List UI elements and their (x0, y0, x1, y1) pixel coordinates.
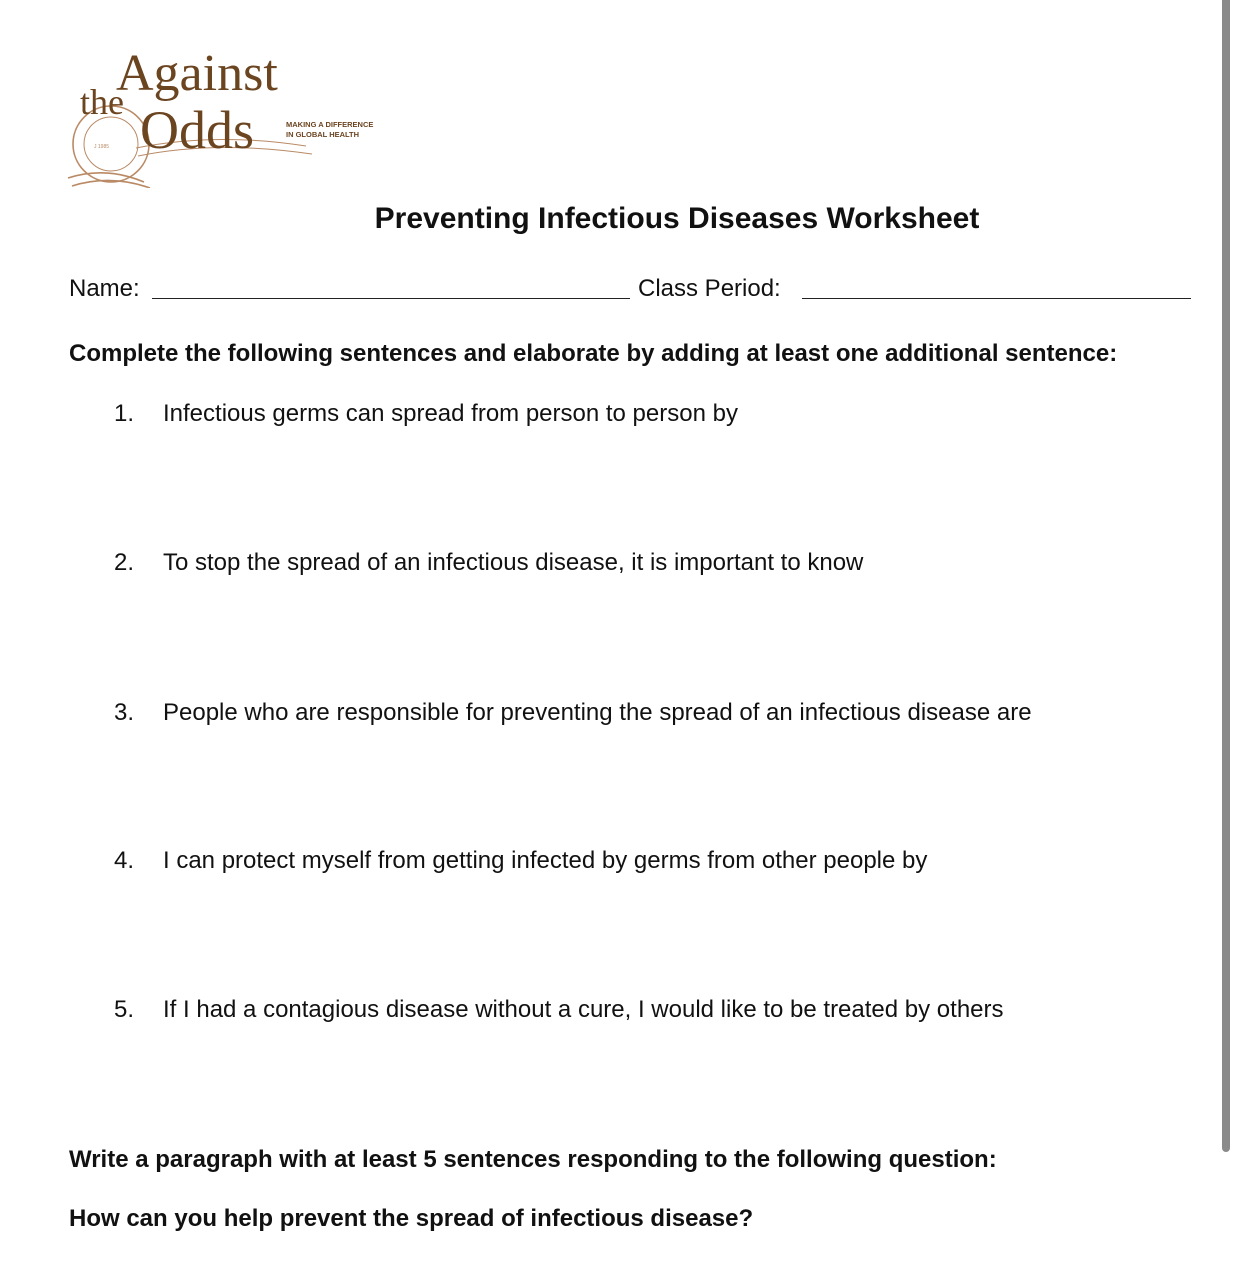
logo-tagline-2: IN GLOBAL HEALTH (286, 130, 360, 139)
name-label: Name: (69, 275, 140, 302)
question-text: Infectious germs can spread from person to person by (163, 400, 738, 427)
svg-text:J 1985: J 1985 (94, 144, 110, 150)
question-number: 5. (114, 996, 135, 1023)
question-text: People who are responsible for preventing the spread of an infectious disease are (163, 699, 1032, 726)
logo-word-against: Against (116, 48, 278, 102)
question-number: 3. (114, 699, 135, 726)
paragraph-prompt: Write a paragraph with at least 5 sentences responding to the following question: (69, 1146, 997, 1173)
question-text: To stop the spread of an infectious disease, it is important to know (163, 549, 864, 576)
instructions: Complete the following sentences and elaborate by adding at least one additional sentence: (69, 340, 1118, 367)
paragraph-question: How can you help prevent the spread of infectious disease? (69, 1205, 754, 1232)
class-period-label: Class Period: (638, 275, 781, 302)
question-text: If I had a contagious disease without a cure, I would like to be treated by others (163, 996, 1004, 1023)
question-text: I can protect myself from getting infected by germs from other people by (163, 847, 928, 874)
question-number: 2. (114, 549, 135, 576)
class-period-field-line[interactable] (802, 298, 1191, 299)
question-number: 4. (114, 847, 135, 874)
logo-word-odds: Odds (140, 100, 255, 160)
page-title: Preventing Infectious Diseases Worksheet (374, 202, 980, 235)
against-the-odds-logo (66, 48, 376, 188)
question-number: 1. (114, 400, 135, 427)
vertical-scrollbar[interactable] (1222, 0, 1230, 1152)
title-container (0, 202, 1242, 236)
name-field-line[interactable] (152, 298, 630, 299)
logo-word-the: the (80, 82, 124, 122)
logo-tagline-1: MAKING A DIFFERENCE (286, 120, 374, 129)
